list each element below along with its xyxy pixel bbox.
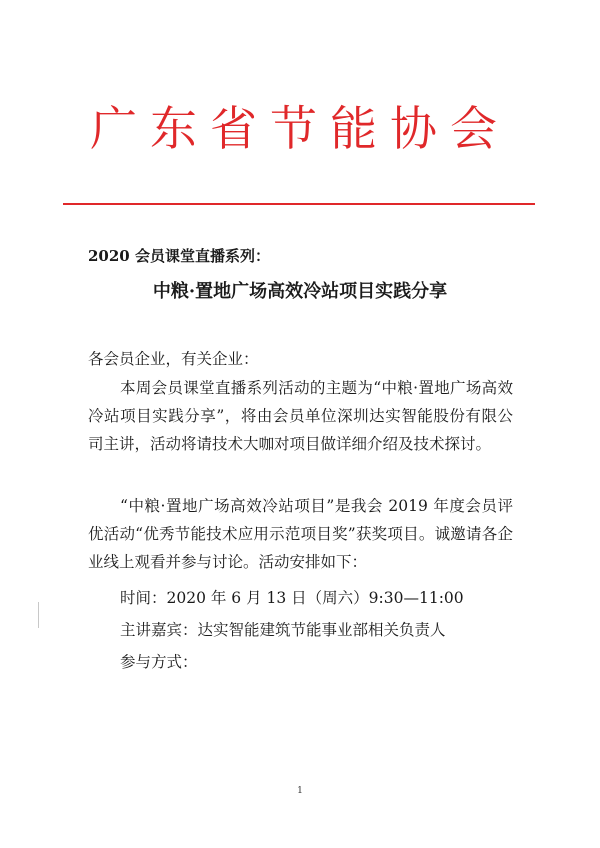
intro-paragraph: 本周会员课堂直播系列活动的主题为“中粮·置地广场高效冷站项目实践分享”，将由会员单位深圳达实智能股份有限公司主讲，活动将请技术大咖对项目做详细介绍及技术探讨。 [88, 379, 513, 453]
header-divider [63, 203, 535, 205]
salutation: 各会员企业，有关企业： [88, 350, 259, 368]
award-paragraph: “中粮·置地广场高效冷站项目”是我会 2019 年度会员评优活动“优秀节能技术应用示范项目奖”获奖项目。诚邀请各企业线上观看并参与讨论。活动安排如下： [88, 497, 513, 571]
event-time: 时间：2020 年 6 月 13 日（周六）9:30—11:00 [120, 589, 464, 607]
page-number: 1 [297, 786, 303, 796]
document-title: 中粮·置地广场高效冷站项目实践分享 [152, 281, 448, 302]
event-speaker: 主讲嘉宾：达实智能建筑节能事业部相关负责人 [120, 621, 446, 639]
series-label: 2020 会员课堂直播系列： [88, 247, 270, 265]
participation-method: 参与方式： [120, 653, 198, 671]
scan-margin-mark [38, 602, 39, 628]
organization-title: 广东省节能协会 [90, 102, 510, 157]
